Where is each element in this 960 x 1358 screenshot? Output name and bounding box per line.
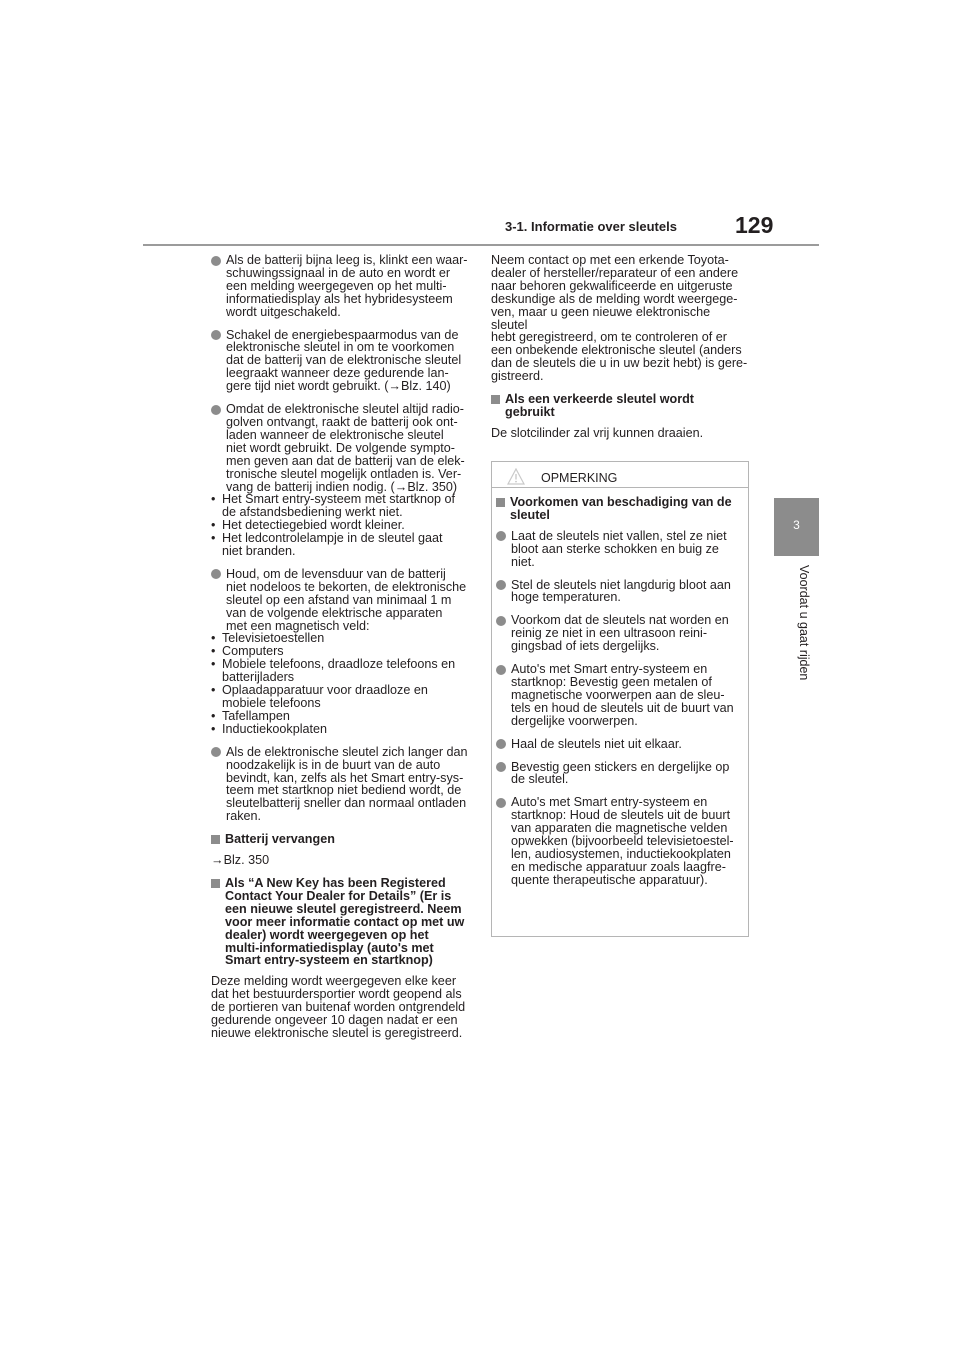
text-line: Als een verkeerde sleutel wordt — [505, 392, 694, 407]
text-line: Voorkomen van beschadiging van de — [510, 495, 732, 509]
text-line: Auto's met Smart entry-systeem en — [511, 795, 708, 810]
text-line: dat het bestuurdersportier wordt geopend als — [211, 987, 462, 1002]
bullet-dot-icon — [496, 531, 506, 541]
bullet-text — [226, 254, 469, 319]
text-line: laden wanneer de elektronische sleutel — [226, 427, 444, 442]
text-line: batterijladers — [222, 670, 295, 685]
text-line: Auto's met Smart entry-systeem en — [511, 662, 708, 677]
text-line: Als “A New Key has been Registered — [225, 875, 446, 890]
text-line: gere tijd niet wordt gebruikt. (→Blz. 140) — [226, 379, 451, 394]
text-line: ven, maar u geen nieuwe elektronische sleutel — [491, 304, 711, 332]
text-line: gedurende ongeveer 10 dagen nadat er een — [211, 1013, 458, 1028]
notice-item — [496, 530, 742, 569]
sub-list-text — [222, 710, 469, 723]
text-line: Neem contact op met een erkende Toyota- — [491, 253, 729, 267]
heading-square-icon — [211, 835, 220, 844]
text-line: Contact Your Dealer for Details” (Er is — [225, 888, 452, 903]
heading-new-key-message — [211, 877, 469, 967]
text-line: niet. — [511, 554, 535, 569]
text-line: sleutelbatterij sneller dan normaal ontladen — [226, 796, 467, 811]
text-line: dergelijke voorwerpen. — [511, 713, 638, 728]
text-line: sleutel — [510, 507, 550, 522]
text-line: elektronische sleutel in om te voorkomen — [226, 340, 455, 355]
text-line: Mobiele telefoons, draadloze telefoons en — [222, 657, 456, 672]
notice-item — [496, 796, 742, 886]
dealer-contact-text — [491, 254, 749, 383]
bullet-text — [226, 746, 469, 823]
notice-box — [491, 461, 749, 937]
text-line: bevindt, kan, zelfs als het Smart entry-sys- — [226, 770, 464, 785]
heading-text — [505, 393, 749, 419]
text-line: startknop: Houd de sleutels uit de buurt — [511, 808, 731, 823]
text-line: multi-informatiedisplay (auto's met — [225, 940, 434, 955]
text-line: gingsbad of iets dergelijks. — [511, 639, 660, 654]
page-number: 129 — [735, 212, 774, 238]
header-divider — [143, 244, 819, 246]
text-line: leegraakt wanneer deze gedurende lan- — [226, 366, 449, 381]
text-line: met een magnetisch veld: — [226, 618, 370, 633]
text-line: De slotcilinder zal vrij kunnen draaien. — [491, 425, 704, 440]
text-line: dealer) wordt weergegeven op het — [225, 927, 429, 942]
text-line: hebt geregistreerd, om te controleren of er — [491, 330, 727, 345]
bullet-dot-icon — [496, 616, 506, 626]
text-line: de portieren van buitenaf worden ontgrendeld — [211, 1000, 466, 1015]
sub-list-text — [222, 723, 469, 736]
bullet-dot-icon — [496, 739, 506, 749]
notice-body — [496, 496, 742, 897]
wrong-key-text — [491, 427, 749, 440]
text-line: een nieuwe sleutel geregistreerd. Neem — [225, 901, 462, 916]
text-line: sleutel op een afstand van minimaal 1 m — [226, 592, 452, 607]
bullet-dot-icon — [496, 798, 506, 808]
bullet-text — [226, 403, 469, 493]
chapter-title: Voordat u gaat rijden — [797, 565, 811, 681]
heading-text — [225, 833, 469, 846]
bullet-text — [226, 568, 469, 633]
warning-triangle-icon — [507, 468, 525, 485]
heading-square-icon — [211, 879, 220, 888]
text-line: een onbekende elektronische sleutel (anders — [491, 343, 742, 358]
text-line: tels en houd de sleutels uit de buurt van — [511, 700, 734, 715]
text-line: Smart entry-systeem en startknop) — [225, 953, 433, 968]
bullet-text — [226, 329, 469, 394]
text-line: Bevestig geen stickers en dergelijke op — [511, 759, 730, 774]
sub-bullet-icon: • — [211, 657, 216, 672]
notice-heading — [496, 496, 742, 522]
bullet-dot-icon — [496, 762, 506, 772]
text-line: dat de batterij van de elektronische sleutel — [226, 353, 462, 368]
text-line: Laat de sleutels niet vallen, stel ze niet — [511, 528, 727, 543]
appliance-list — [211, 632, 469, 735]
text-line: Haal de sleutels niet uit elkaar. — [511, 736, 682, 751]
text-line: Als de batterij bijna leeg is, klinkt een waar- — [226, 253, 468, 267]
symptom-list — [211, 493, 469, 558]
text-line: nieuwe elektronische sleutel is geregistreerd. — [211, 1025, 463, 1040]
sub-bullet-icon: • — [211, 683, 216, 698]
text-line: Het detectiegebied wordt kleiner. — [222, 518, 405, 533]
text-line: dan de sleutels die u in uw bezit hebt) is gere- — [491, 356, 748, 371]
text-line: schuwingssignaal in de auto en wordt er — [226, 265, 451, 280]
text-line: Oplaadapparatuur voor draadloze en — [222, 683, 428, 698]
text-line: gistreerd. — [491, 369, 544, 384]
text-line: magnetische voorwerpen aan de sleu- — [511, 687, 725, 702]
text-line: naar behoren gekwalificeerde en uitgeruste — [491, 278, 733, 293]
new-key-message-text — [211, 975, 469, 1040]
bullet-dot-icon — [211, 256, 221, 266]
right-column — [491, 254, 749, 450]
sub-list-item — [211, 710, 469, 723]
notice-item — [496, 614, 742, 653]
text-line: Omdat de elektronische sleutel altijd radio- — [226, 402, 465, 417]
notice-item — [496, 579, 742, 605]
heading-wrong-key — [491, 393, 749, 419]
battery-replace-ref — [211, 854, 469, 867]
text-line: de afstandsbediening werkt niet. — [222, 505, 403, 520]
notice-item — [496, 738, 742, 751]
text-line: hoge temperaturen. — [511, 590, 621, 605]
section-title: 3-1. Informatie over sleutels — [505, 219, 677, 234]
text-line: deskundige als de melding wordt weergege- — [491, 291, 738, 306]
bullet-dot-icon — [211, 747, 221, 757]
text-line: de sleutel. — [511, 772, 569, 787]
sub-list-item — [211, 658, 469, 684]
text-line: Inductiekookplaten — [222, 721, 328, 736]
sub-list-item — [211, 684, 469, 710]
chapter-tab — [774, 498, 819, 556]
notice-item-text — [511, 738, 742, 751]
text-line: Deze melding wordt weergegeven elke keer — [211, 974, 457, 989]
sub-bullet-icon: • — [211, 531, 216, 546]
bullet-energy-saving — [211, 329, 469, 394]
text-line: bloot aan sterke schokken en buig ze — [511, 541, 719, 556]
text-line: reinig ze niet in een ultrasoon reini- — [511, 626, 708, 641]
text-line: Het Smart entry-systeem met startknop of — [222, 492, 456, 507]
text-line: niet branden. — [222, 544, 296, 559]
text-line: raken. — [226, 809, 262, 824]
notice-items — [496, 530, 742, 887]
text-line: tronische sleutel mogelijk ontladen is. Ver- — [226, 466, 462, 481]
chapter-number: 3 — [793, 518, 800, 532]
text-line: Houd, om de levensduur van de batterij — [226, 566, 446, 581]
text-line: mobiele telefoons — [222, 696, 321, 710]
notice-item — [496, 663, 742, 728]
sub-list-item — [211, 723, 469, 736]
notice-title: OPMERKING — [541, 471, 618, 485]
sub-bullet-icon: • — [211, 631, 216, 646]
text-line: men geven aan dat de batterij van de elek- — [226, 453, 465, 468]
bullet-battery-low — [211, 254, 469, 319]
text-line: van apparaten die magnetische velden — [511, 821, 728, 836]
text-line: en medische apparatuur zoals laagfre- — [511, 859, 726, 874]
text-line: Televisietoestellen — [222, 631, 325, 646]
text-line: Schakel de energiebespaarmodus van de — [226, 327, 459, 342]
text-line: Tafellampen — [222, 708, 290, 723]
bullet-dot-icon — [211, 405, 221, 415]
text-line: niet nodeloos te bekorten, de elektronische — [226, 579, 467, 594]
sub-list-item — [211, 532, 469, 558]
text-line: noodzakelijk is in de buurt van de auto — [226, 757, 441, 772]
sub-bullet-icon: • — [211, 708, 216, 723]
text-line: len, audiosystemen, inductiekookplaten — [511, 846, 731, 861]
heading-square-icon — [496, 498, 505, 507]
text-line: Stel de sleutels niet langdurig bloot aan — [511, 577, 731, 592]
sub-bullet-icon: • — [211, 492, 216, 507]
sub-list-text — [222, 684, 469, 710]
heading-battery-replace — [211, 833, 469, 846]
text-line: Als de elektronische sleutel zich langer dan — [226, 744, 468, 759]
text-line: golven ontvangt, raakt de batterij ook ont- — [226, 414, 458, 429]
text-line: gebruikt — [505, 404, 555, 419]
heading-text — [510, 496, 742, 522]
text-line: vang de batterij indien nodig. (→Blz. 350) — [226, 479, 458, 494]
notice-item-text — [511, 530, 742, 569]
text-line: startknop: Bevestig geen metalen of — [511, 674, 712, 689]
text-line: Computers — [222, 644, 284, 659]
sub-list-text — [222, 493, 469, 519]
sub-bullet-icon: • — [211, 644, 216, 659]
text-line: Batterij vervangen — [225, 832, 335, 847]
text-line: teem met startknop niet bediend wordt, de — [226, 783, 462, 798]
bullet-dot-icon — [496, 580, 506, 590]
notice-item-text — [511, 761, 742, 787]
bullet-dot-icon — [496, 665, 506, 675]
sub-list-text — [222, 532, 469, 558]
heading-square-icon — [491, 395, 500, 404]
notice-item — [496, 761, 742, 787]
bullet-dot-icon — [211, 569, 221, 579]
heading-text — [225, 877, 469, 967]
notice-divider — [492, 487, 748, 488]
text-line: Het ledcontrolelampje in de sleutel gaat — [222, 531, 443, 546]
text-line: niet wordt gebruikt. De volgende sympto- — [226, 440, 455, 455]
notice-item-text — [511, 579, 742, 605]
sub-bullet-icon: • — [211, 721, 216, 736]
sub-list-item — [211, 493, 469, 519]
bullet-radio-waves — [211, 403, 469, 493]
text-line: Voorkom dat de sleutels nat worden en — [511, 613, 729, 628]
text-line: van de volgende elektrische apparaten — [226, 605, 443, 620]
sub-list-text — [222, 658, 469, 684]
text-line: informatiedisplay als het hybridesysteem — [226, 291, 453, 306]
sub-bullet-icon: • — [211, 518, 216, 533]
left-column — [211, 254, 469, 1050]
notice-item-text — [511, 663, 742, 728]
text-line: wordt uitgeschakeld. — [226, 304, 341, 319]
text-line: opwekken (bijvoorbeeld televisietoestel- — [511, 834, 734, 849]
bullet-dot-icon — [211, 330, 221, 340]
notice-item-text — [511, 614, 742, 653]
text-line: een melding weergegeven op het multi- — [226, 278, 447, 293]
bullet-battery-life — [211, 568, 469, 633]
text-line: →Blz. 350 — [211, 853, 270, 868]
bullet-near-vehicle — [211, 746, 469, 823]
text-line: voor meer informatie contact op met uw — [225, 914, 465, 929]
notice-item-text — [511, 796, 742, 886]
text-line: quente therapeutische apparatuur). — [511, 872, 708, 887]
text-line: dealer of hersteller/reparateur of een andere — [491, 265, 739, 280]
